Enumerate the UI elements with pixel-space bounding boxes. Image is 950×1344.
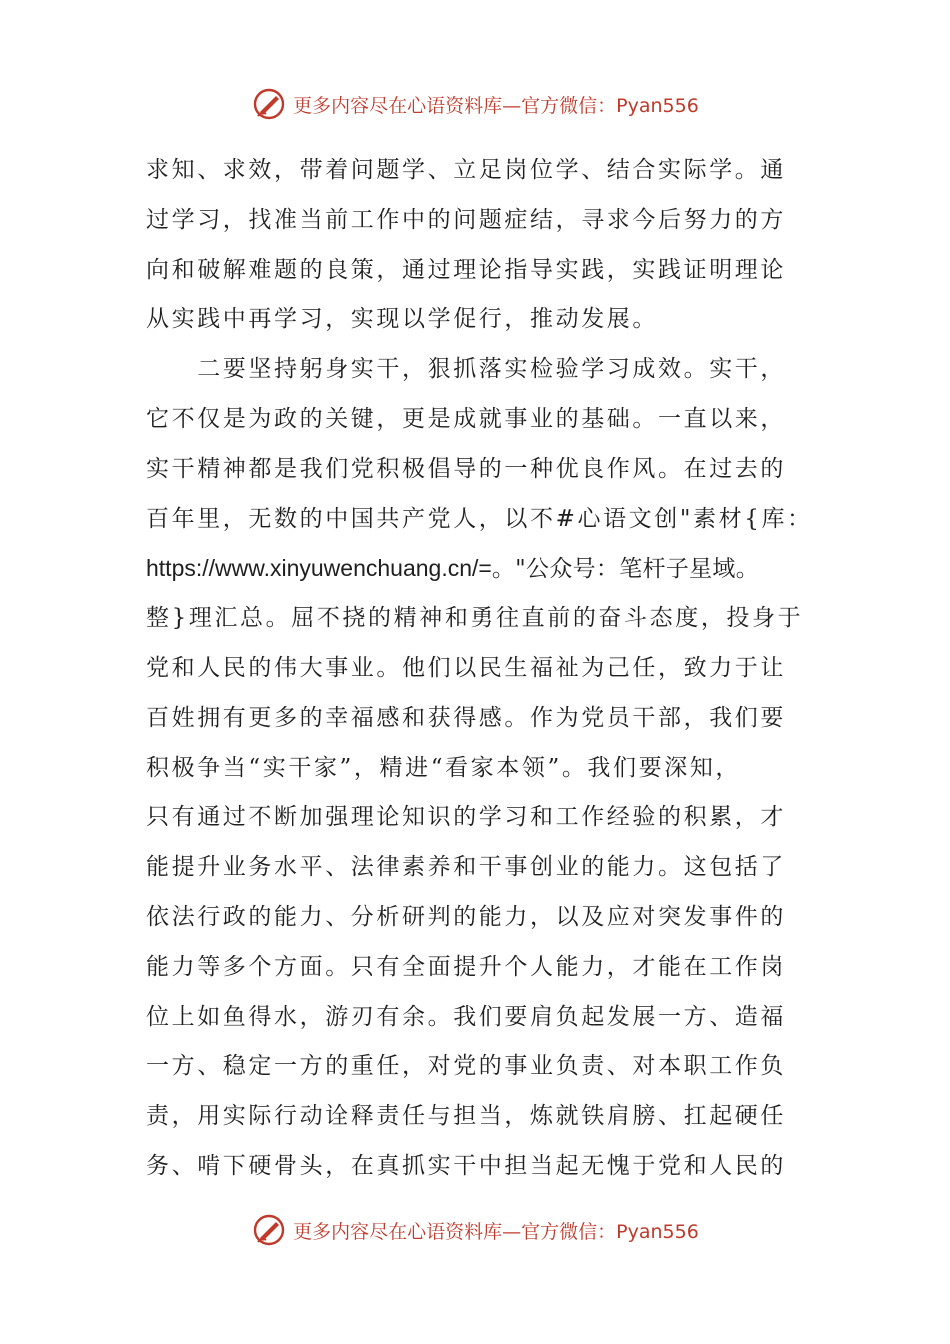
footer-banner-text <box>293 1217 699 1244</box>
body-line: 党和人民的伟大事业。他们以民生福祉为己任，致力于让 <box>146 654 786 681</box>
body-line: 求知、求效，带着问题学、立足岗位学、结合实际学。通 <box>146 157 786 183</box>
footer-wechat-id: Pyan556 <box>616 1220 699 1243</box>
header-banner-label: 更多内容尽在心语资料库—官方微信： <box>293 94 617 117</box>
url-trailing-text: 。"公众号：笔杆子星域。 <box>491 556 760 583</box>
pen-in-circle-icon <box>251 86 287 122</box>
body-line: 向和破解难题的良策，通过理论指导实践，实践证明理论 <box>146 256 786 283</box>
body-line: 百姓拥有更多的幸福感和获得感。作为党员干部，我们要 <box>146 704 786 731</box>
body-line: 只有通过不断加强理论知识的学习和工作经验的积累，才 <box>146 804 786 831</box>
body-line: 责，用实际行动诠释责任与担当，炼就铁肩膀、扛起硬任 <box>146 1103 786 1130</box>
body-line: 一方、稳定一方的重任，对党的事业负责、对本职工作负 <box>146 1053 786 1080</box>
footer-banner-label: 更多内容尽在心语资料库—官方微信： <box>293 1220 617 1243</box>
body-line: 二要坚持躬身实干，狠抓落实检验学习成效。实干， <box>146 356 786 383</box>
body-line: 百年里，无数的中国共产党人，以不#心语文创"素材{库： <box>146 505 813 532</box>
body-text <box>146 146 813 1192</box>
body-line: 整}理汇总。屈不挠的精神和勇往直前的奋斗态度，投身于 <box>146 605 804 632</box>
body-line: 依法行政的能力、分析研判的能力，以及应对突发事件的 <box>146 903 786 930</box>
body-line: 过学习，找准当前工作中的问题症结，寻求今后努力的方 <box>146 206 786 233</box>
body-line: 务、啃下硬骨头，在真抓实干中担当起无愧于党和人民的 <box>146 1152 786 1179</box>
body-line-url <box>146 544 806 594</box>
header-banner-text <box>293 91 699 118</box>
url-text: https://www.xinyuwenchuang.cn/= <box>146 555 492 582</box>
header-banner <box>0 84 950 124</box>
body-line: 能提升业务水平、法律素养和干事创业的能力。这包括了 <box>146 854 786 881</box>
body-line: 位上如鱼得水，游刃有余。我们要肩负起发展一方、造福 <box>146 1003 786 1030</box>
body-line: 实干精神都是我们党积极倡导的一种优良作风。在过去的 <box>146 455 786 482</box>
pen-in-circle-icon <box>251 1212 287 1248</box>
body-line: 从实践中再学习，实现以学促行，推动发展。 <box>146 306 658 333</box>
body-line: 能力等多个方面。只有全面提升个人能力，才能在工作岗 <box>146 953 786 980</box>
footer-banner <box>0 1210 950 1250</box>
header-wechat-id: Pyan556 <box>616 94 699 117</box>
body-line: 积极争当“实干家”，精进“看家本领”。我们要深知， <box>146 754 742 781</box>
body-line: 它不仅是为政的关键，更是成就事业的基础。一直以来， <box>146 405 786 432</box>
